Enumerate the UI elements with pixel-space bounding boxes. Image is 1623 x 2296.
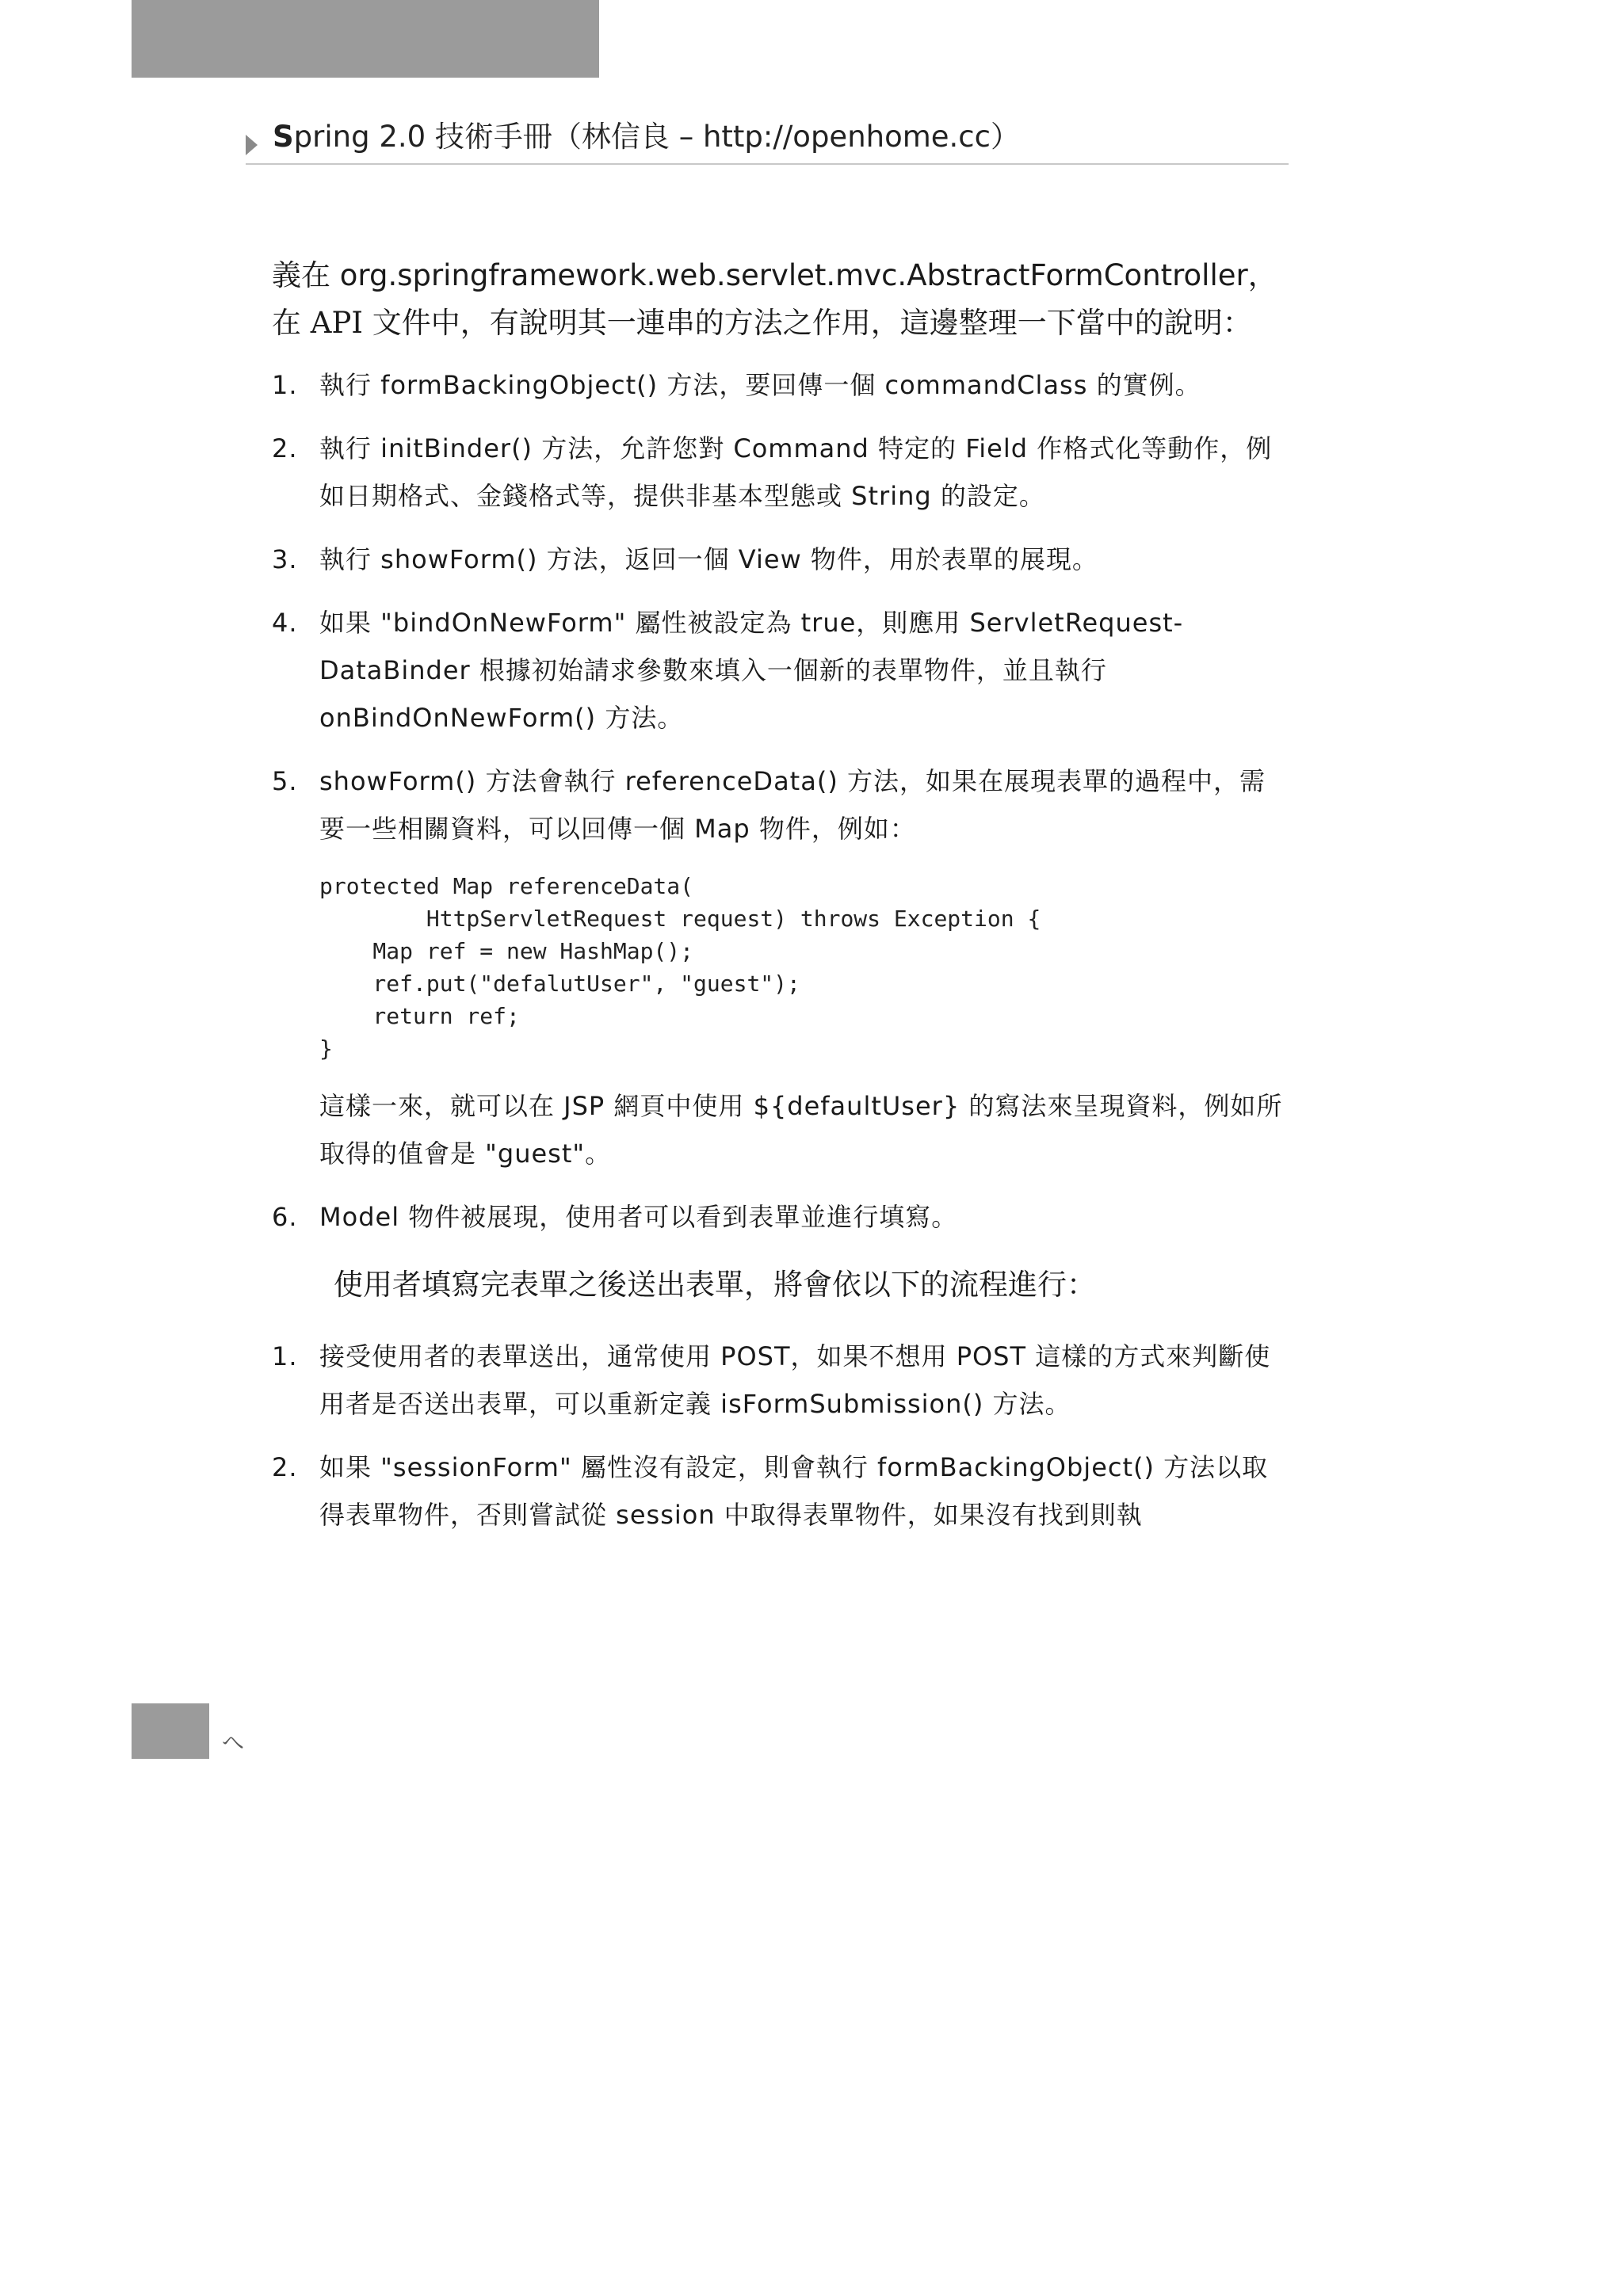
list-item: 4. 如果 "bindOnNewForm" 屬性被設定為 true，則應用 ServletRequest-DataBinder 根據初始請求參數來填入一個新的表單物件，並且執行 onBindOnNewForm() 方法。 (272, 608, 1184, 733)
top-decorative-tab (132, 0, 599, 78)
list-item: 6. Model 物件被展現，使用者可以看到表單並進行填寫。 (272, 1202, 958, 1232)
running-header (246, 119, 1289, 165)
header-title (273, 119, 1020, 155)
header-arrow-icon (246, 135, 258, 155)
list-item: 5. showForm() 方法會執行 referenceData() 方法，如果在展現表單的過程中，需要一些相關資料，可以回傳一個 Map 物件，例如： protected Map referenceData( HttpServletRequest request) throws Exception { Map ref = new HashMap(); ref.put("defalutUser", "guest"); return ref; } 這樣一來，就可以在 JSP 網頁中使用 ${defaultUser} 的寫法來呈現資料，例如所取得的值會是 "guest"。 (272, 757, 1290, 1177)
intro-paragraph (272, 252, 1290, 347)
page-body (272, 252, 1290, 1554)
list-item: 2. 如果 "sessionForm" 屬性沒有設定，則會執行 formBackingObject() 方法以取得表單物件，否則嘗試從 session 中取得表單物件，如果沒有找到則執 (272, 1452, 1269, 1530)
intro-line-1: 義在 org.springframework.web.servlet.mvc.AbstractFormController， (272, 258, 1277, 292)
header-title-rest: pring 2.0 技術手冊（林信良 – http://openhome.cc） (293, 120, 1020, 154)
header-title-initial: S (273, 120, 294, 154)
list-item: 1. 執行 formBackingObject() 方法，要回傳一個 commandClass 的實例。 (272, 370, 1201, 400)
intro-line-2: 在 API 文件中，有說明其一連串的方法之作用，這邊整理一下當中的說明： (272, 306, 1252, 340)
code-block: protected Map referenceData( HttpServletRequest request) throws Exception { Map ref = new HashMap(); ref.put("defalutUser", "guest"); return ref; } (319, 873, 1041, 1062)
page-mark: へ (222, 1730, 245, 1756)
class-name: org.springframework.web.servlet.mvc.AbstractFormController (339, 258, 1248, 292)
list-item: 2. 執行 initBinder() 方法，允許您對 Command 特定的 Field 作格式化等動作，例如日期格式、金錢格式等，提供非基本型態或 String 的設定。 (272, 433, 1273, 511)
submission-intro: 使用者填寫完表單之後送出表單，將會依以下的流程進行： (334, 1268, 1096, 1302)
form-submission-steps (272, 1333, 1290, 1539)
list-item: 1. 接受使用者的表單送出，通常使用 POST，如果不想用 POST 這樣的方式來判斷使用者是否送出表單，可以重新定義 isFormSubmission() 方法。 (272, 1341, 1271, 1419)
list-item: 3. 執行 showForm() 方法，返回一個 View 物件，用於表單的展現。 (272, 544, 1098, 574)
form-display-steps (272, 361, 1290, 1241)
item5-note: 這樣一來，就可以在 JSP 網頁中使用 ${defaultUser} 的寫法來呈現資料，例如所取得的值會是 "guest"。 (319, 1091, 1283, 1169)
bottom-decorative-tab (132, 1703, 209, 1759)
